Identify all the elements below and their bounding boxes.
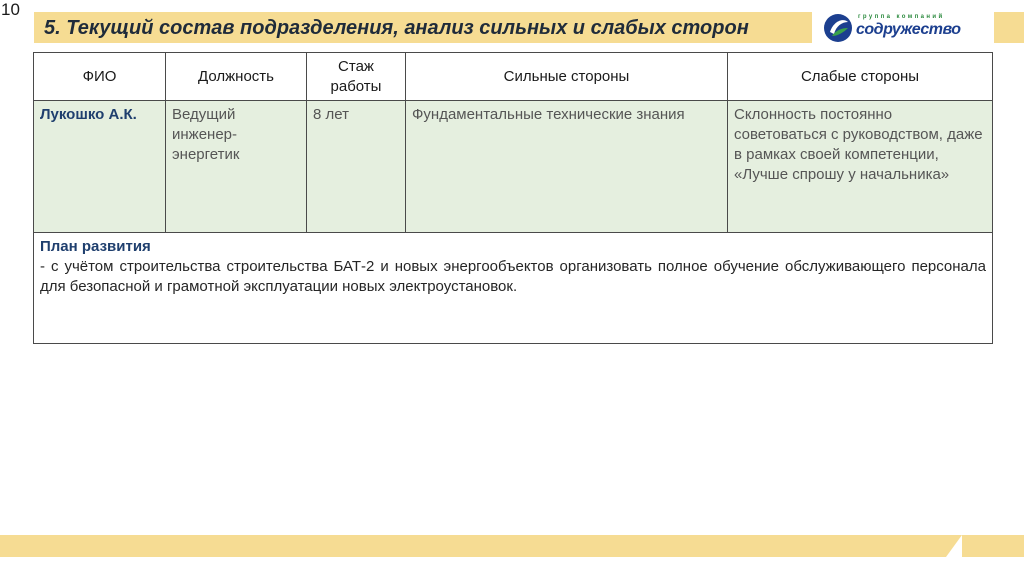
footer-band-cut — [946, 535, 962, 557]
development-plan-text: - с учётом строительства строительства БАТ-2 и новых энергообъектов организовать полное обучение обслуживающего персонала для безопасной и грамотной эксплуатации новых электроустановок. — [40, 258, 986, 295]
cell-experience: 8 лет — [307, 101, 406, 233]
footer-band — [0, 535, 1024, 557]
cell-weaknesses: Склонность постоянно советоваться с руководством, даже в рамках своей компетенции, «Лучше спрошу у начальника» — [728, 101, 993, 233]
logo-name: содружество — [856, 21, 961, 38]
development-plan-cell — [34, 233, 993, 344]
company-logo — [812, 9, 994, 47]
page-number: 10 — [1, 0, 20, 19]
staff-analysis-table — [33, 52, 993, 344]
cell-name: Лукошко А.К. — [34, 101, 166, 233]
table-header-row — [34, 53, 993, 101]
slide-title: 5. Текущий состав подразделения, анализ сильных и слабых сторон — [44, 17, 749, 39]
logo-subtitle: группа компаний — [858, 14, 945, 20]
cell-strengths: Фундаментальные технические знания — [406, 101, 728, 233]
header-weaknesses: Слабые стороны — [728, 53, 993, 101]
development-plan-row — [34, 233, 993, 344]
cell-position: Ведущий инженер-энергетик — [166, 101, 307, 233]
header-strengths: Сильные стороны — [406, 53, 728, 101]
header-position: Должность — [166, 53, 307, 101]
header-name: ФИО — [34, 53, 166, 101]
table-row — [34, 101, 993, 233]
development-plan-title: План развития — [40, 238, 151, 255]
sodruzhestvo-logo-icon — [822, 12, 854, 44]
header-experience: Стаж работы — [307, 53, 406, 101]
